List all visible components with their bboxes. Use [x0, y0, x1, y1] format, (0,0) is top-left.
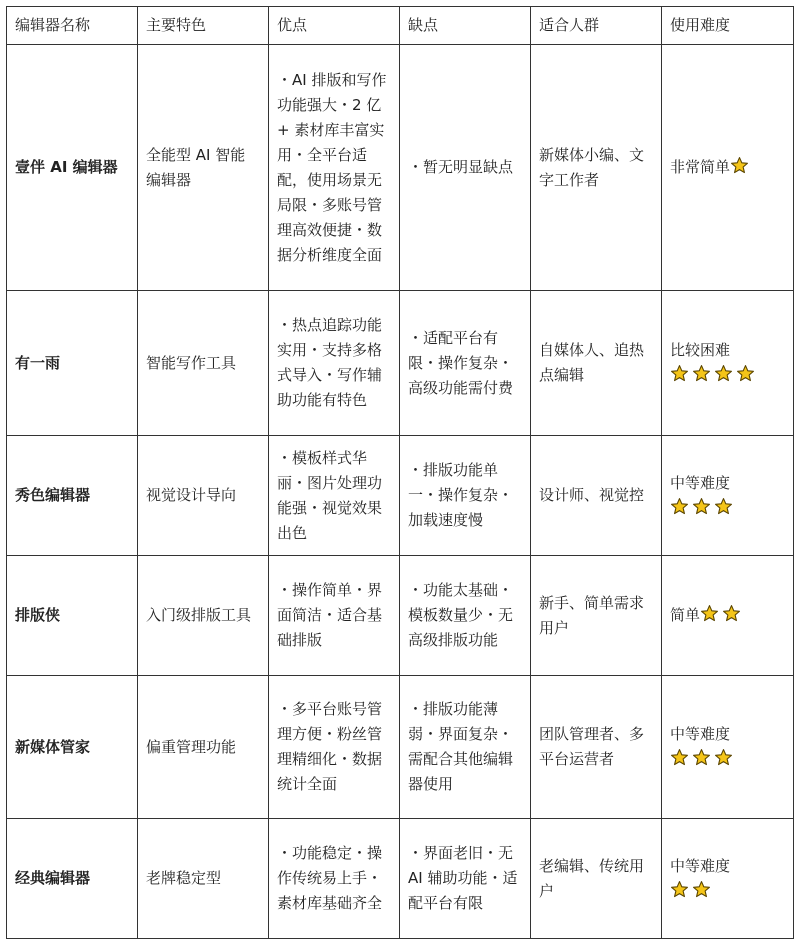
pros-cell: ・多平台账号管理方便・粉丝管理精细化・数据统计全面	[269, 676, 400, 819]
pros-cell: ・热点追踪功能实用・支持多格式导入・写作辅助功能有特色	[269, 291, 400, 436]
editor-comparison-table	[6, 6, 794, 939]
difficulty-rating	[670, 496, 785, 521]
audience-cell: 新媒体小编、文字工作者	[531, 45, 662, 291]
table-row	[7, 45, 794, 291]
star-icon	[670, 748, 689, 767]
header-cell: 优点	[269, 7, 400, 45]
difficulty-rating	[670, 363, 785, 388]
difficulty-cell	[662, 45, 794, 291]
star-icon	[722, 604, 741, 623]
table-row	[7, 819, 794, 939]
audience-cell: 新手、简单需求用户	[531, 556, 662, 676]
table-row	[7, 676, 794, 819]
header-row	[7, 7, 794, 45]
star-icon	[692, 880, 711, 899]
difficulty-label: 中等难度	[670, 473, 731, 492]
editor-name-cell: 新媒体管家	[7, 676, 138, 819]
star-icon	[670, 880, 689, 899]
star-icon	[730, 156, 749, 175]
header-cell: 主要特色	[138, 7, 269, 45]
cons-cell: ・排版功能单一・操作复杂・加载速度慢	[400, 436, 531, 556]
star-icon	[692, 364, 711, 383]
editor-name-cell: 经典编辑器	[7, 819, 138, 939]
feature-cell: 入门级排版工具	[138, 556, 269, 676]
feature-cell: 老牌稳定型	[138, 819, 269, 939]
difficulty-rating	[700, 606, 744, 624]
difficulty-rating	[670, 879, 785, 904]
cons-cell: ・暂无明显缺点	[400, 45, 531, 291]
star-icon	[692, 497, 711, 516]
audience-cell: 老编辑、传统用户	[531, 819, 662, 939]
feature-cell: 视觉设计导向	[138, 436, 269, 556]
difficulty-cell	[662, 556, 794, 676]
pros-cell: ・功能稳定・操作传统易上手・素材库基础齐全	[269, 819, 400, 939]
star-icon	[700, 604, 719, 623]
difficulty-rating	[730, 158, 752, 176]
cons-cell: ・界面老旧・无 AI 辅助功能・适配平台有限	[400, 819, 531, 939]
cons-cell: ・功能太基础・模板数量少・无高级排版功能	[400, 556, 531, 676]
audience-cell: 自媒体人、追热点编辑	[531, 291, 662, 436]
difficulty-label: 中等难度	[670, 856, 731, 875]
pros-cell: ・操作简单・界面简洁・适合基础排版	[269, 556, 400, 676]
editor-name-cell: 秀色编辑器	[7, 436, 138, 556]
header-cell: 编辑器名称	[7, 7, 138, 45]
star-icon	[670, 364, 689, 383]
feature-cell: 全能型 AI 智能编辑器	[138, 45, 269, 291]
difficulty-cell	[662, 436, 794, 556]
star-icon	[714, 748, 733, 767]
editor-name-cell: 排版侠	[7, 556, 138, 676]
difficulty-cell	[662, 291, 794, 436]
feature-cell: 智能写作工具	[138, 291, 269, 436]
audience-cell: 设计师、视觉控	[531, 436, 662, 556]
difficulty-rating	[670, 747, 785, 772]
header-cell: 适合人群	[531, 7, 662, 45]
editor-name-cell: 有一雨	[7, 291, 138, 436]
pros-cell: ・AI 排版和写作功能强大・2 亿 + 素材库丰富实用・全平台适配，使用场景无局限・多账号管理高效便捷・数据分析维度全面	[269, 45, 400, 291]
difficulty-cell	[662, 676, 794, 819]
difficulty-label: 比较困难	[670, 341, 731, 359]
table-row	[7, 291, 794, 436]
star-icon	[714, 497, 733, 516]
star-icon	[736, 364, 755, 383]
difficulty-cell	[662, 819, 794, 939]
table-row	[7, 556, 794, 676]
star-icon	[692, 748, 711, 767]
pros-cell: ・模板样式华丽・图片处理功能强・视觉效果出色	[269, 436, 400, 556]
table-row	[7, 436, 794, 556]
cons-cell: ・排版功能薄弱・界面复杂・需配合其他编辑器使用	[400, 676, 531, 819]
cons-cell: ・适配平台有限・操作复杂・高级功能需付费	[400, 291, 531, 436]
audience-cell: 团队管理者、多平台运营者	[531, 676, 662, 819]
star-icon	[670, 497, 689, 516]
difficulty-label: 中等难度	[670, 725, 731, 743]
header-cell: 使用难度	[662, 7, 794, 45]
editor-name-cell: 壹伴 AI 编辑器	[7, 45, 138, 291]
difficulty-label: 简单	[670, 606, 701, 624]
feature-cell: 偏重管理功能	[138, 676, 269, 819]
difficulty-label: 非常简单	[670, 158, 731, 176]
header-cell: 缺点	[400, 7, 531, 45]
star-icon	[714, 364, 733, 383]
